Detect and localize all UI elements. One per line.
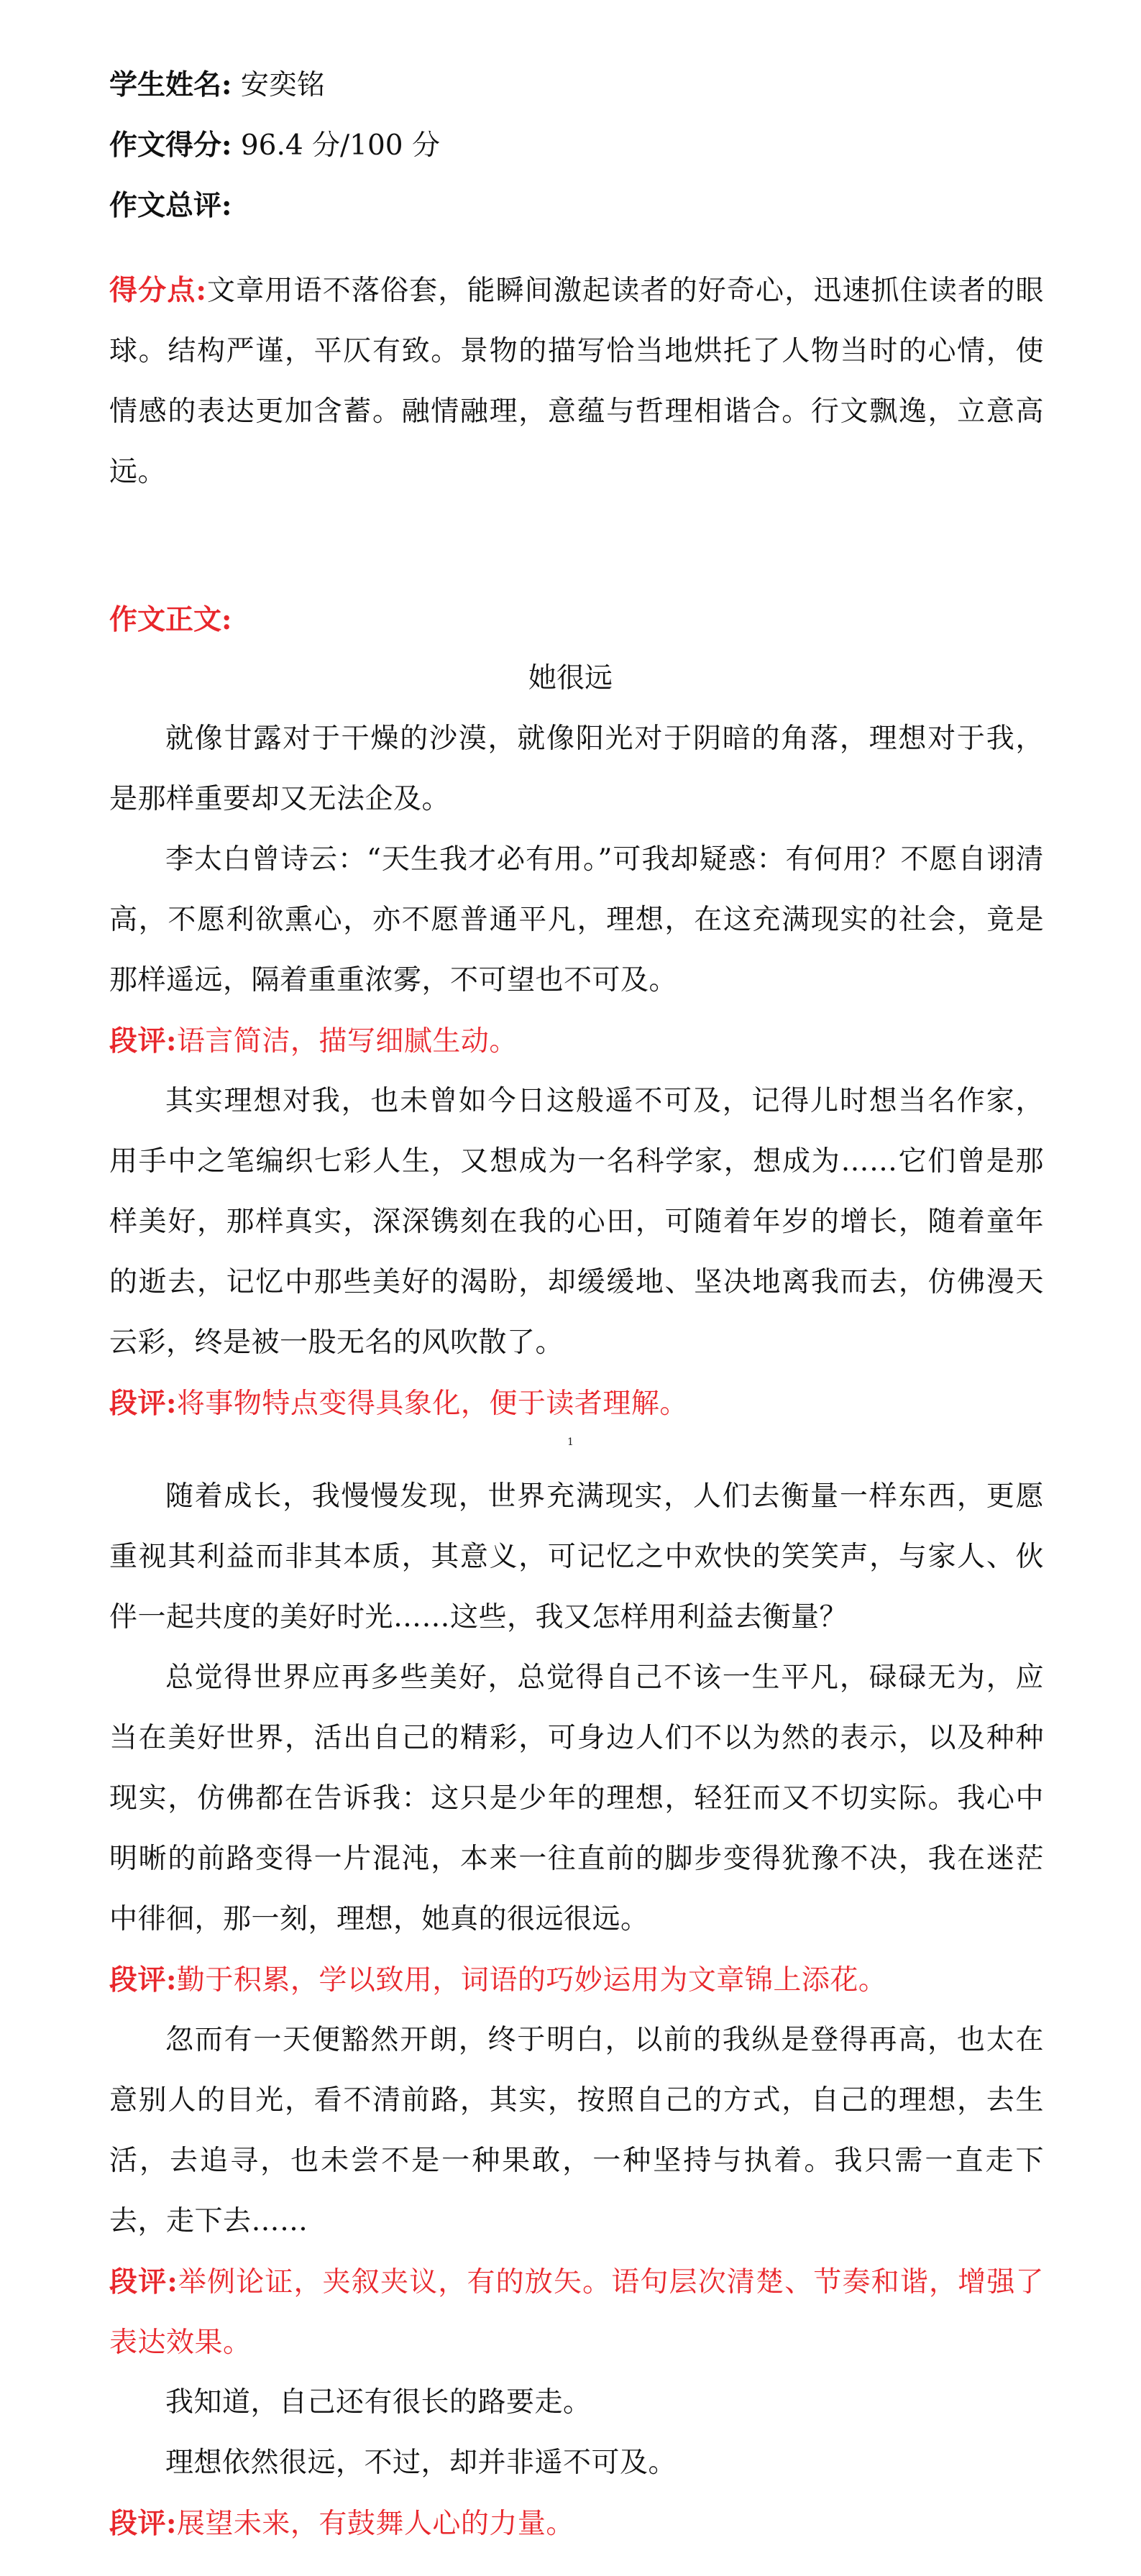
paragraph-comment-label: 段评: [109, 1387, 177, 1420]
paragraph-comment-text: 勤于积累，学以致用，词语的巧妙运用为文章锦上添花。 [176, 1964, 887, 1997]
overall-comment-label: 作文总评: [109, 189, 232, 222]
score-points-text: 文章用语不落俗套，能瞬间激起读者的好奇心，迅速抓住读者的眼球。结构严谨，平仄有致。景物的描写恰当地烘托了人物当时的心情，使情感的表达更加含蓄。融情融理，意蕴与哲理相谐合。行文飘逸，立意高远。 [109, 275, 1044, 488]
paragraph-comment-label: 段评: [109, 1963, 177, 1997]
paragraph-comment-label: 段评: [109, 1025, 177, 1058]
essay-paragraph: 忽而有一天便豁然开朗，终于明白，以前的我纵是登得再高，也太在意别人的目光，看不清前路，其实，按照自己的方式，自己的理想，去生活，去追寻，也未尝不是一种果敢，一种坚持与执着。我只需一直走下去，走下去…… [109, 2024, 1044, 2237]
paragraph-comment-text: 语言简洁，描写细腻生动。 [176, 1025, 518, 1058]
paragraph-comment-text: 将事物特点变得具象化，便于读者理解。 [176, 1388, 688, 1420]
score-row [109, 115, 1044, 176]
essay-paragraph: 其实理想对我，也未曾如今日这般遥不可及，记得儿时想当名作家，用手中之笔编织七彩人生，又想成为一名科学家，想成为……它们曾是那样美好，那样真实，深深镌刻在我的心田，可随着年岁的增长，随着童年的逝去，记忆中那些美好的渴盼，却缓缓地、坚决地离我而去，仿佛漫天云彩，终是被一股无名的风吹散了。 [109, 1085, 1044, 1359]
paragraph-comment-text: 展望未来，有鼓舞人心的力量。 [176, 2508, 574, 2540]
paragraph-comment [109, 2493, 1044, 2554]
score-label: 作文得分: [109, 129, 232, 162]
paragraph-comment-label: 段评: [109, 2507, 177, 2540]
student-name-label: 学生姓名: [109, 68, 232, 101]
paragraph-comment-label: 段评: [109, 2265, 178, 2298]
essay-paragraph: 我知道，自己还有很长的路要走。 [165, 2386, 592, 2419]
paragraph-comment [109, 1011, 1044, 1072]
student-name-value: 安奕铭 [240, 69, 325, 101]
essay-paragraph: 随着成长，我慢慢发现，世界充满现实，人们去衡量一样东西，更愿重视其利益而非其本质，其意义，可记忆之中欢快的笑笑声，与家人、伙伴一起共度的美好时光……这些，我又怎样用利益去衡量？ [109, 1480, 1044, 1633]
score-value: 96.4 分/100 分 [240, 129, 441, 162]
paragraph-comment [109, 1373, 1044, 1434]
essay-body-label: 作文正文: [109, 603, 232, 636]
essay-paragraph: 理想依然很远，不过，却并非遥不可及。 [165, 2447, 677, 2479]
essay-title: 她很远 [528, 662, 613, 695]
overall-comment [109, 260, 1044, 503]
page-number: 1 [567, 1436, 574, 1448]
essay-paragraph: 李太白曾诗云：“天生我才必有用。”可我却疑惑：有何用？不愿自诩清高，不愿利欲熏心，亦不愿普通平凡，理想，在这充满现实的社会，竟是那样遥远，隔着重重浓雾，不可望也不可及。 [109, 843, 1044, 996]
student-name-row [109, 55, 1044, 116]
paragraph-comment [109, 1950, 1044, 2011]
essay-paragraph: 总觉得世界应再多些美好，总觉得自己不该一生平凡，碌碌无为，应当在美好世界，活出自己的精彩，可身边人们不以为然的表示，以及种种现实，仿佛都在告诉我：这只是少年的理想，轻狂而又不切实际。我心中明晰的前路变得一片混沌，本来一往直前的脚步变得犹豫不决，我在迷茫中徘徊，那一刻，理想，她真的很远很远。 [109, 1661, 1044, 1935]
essay-paragraph: 就像甘露对于干燥的沙漠，就像阳光对于阴暗的角落，理想对于我，是那样重要却又无法企及。 [109, 723, 1044, 815]
paragraph-comment-text: 举例论证，夹叙夹议，有的放矢。语句层次清楚、节奏和谐，增强了表达效果。 [109, 2266, 1044, 2359]
paragraph-comment [109, 2252, 1044, 2373]
score-points-label: 得分点: [109, 274, 207, 307]
